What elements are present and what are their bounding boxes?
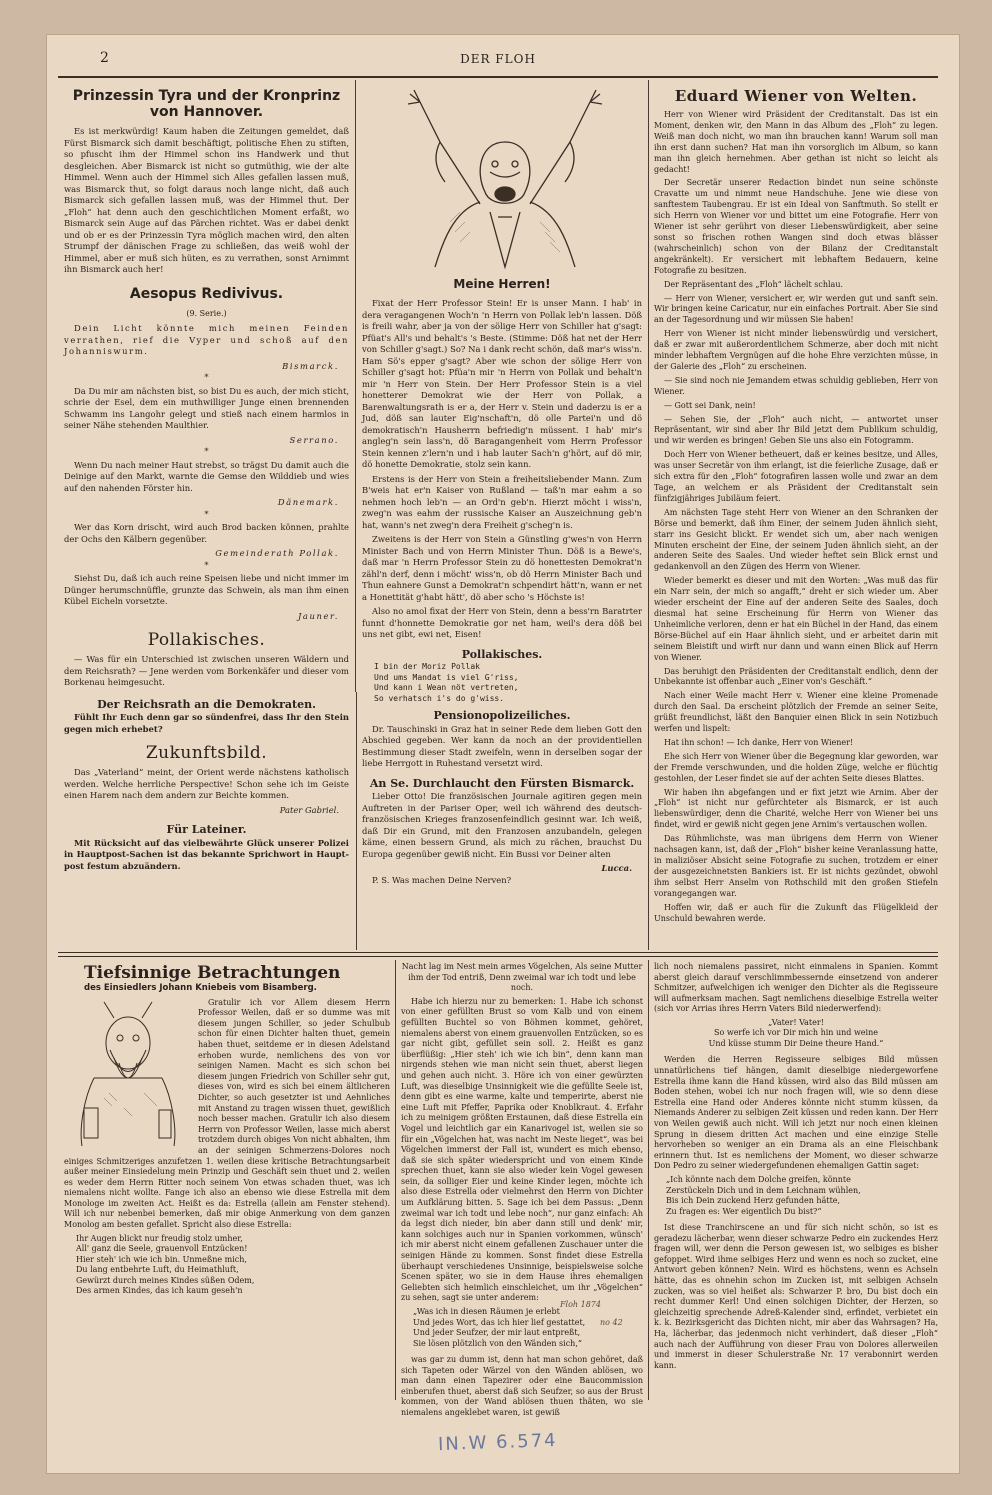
poem-line: Ihr Augen blickt nur freudig stolz umher, bbox=[76, 1233, 243, 1243]
article-signature: Lucca. bbox=[601, 863, 632, 873]
separator-star: * bbox=[204, 508, 209, 519]
poem-line: So verhatsch i's do g'wiss. bbox=[374, 693, 505, 703]
poem bbox=[374, 662, 642, 704]
column-rule bbox=[356, 692, 357, 950]
article-text: Hat ihn schon! — Ich danke, Herr von Wiener! bbox=[664, 737, 854, 747]
inventory-stamp: IN.W 6.574 bbox=[437, 1429, 558, 1456]
article-title: Meine Herren! bbox=[453, 277, 551, 291]
article-text: Herr von Wiener ist nicht minder liebenswürdig und versichert, daß er zwar mit außerordentlichem Schmerze, aber doch mit nicht minder lebhaftem Vergnügen auf die hohe Ehre verzichten müsse, in der Galerie des „Floh“ zu erscheinen. bbox=[654, 329, 938, 371]
poem-line: Bis ich Dein zuckend Herz gefunden hätte, bbox=[666, 1196, 841, 1205]
column-right bbox=[654, 84, 938, 946]
fable-signature: Dänemark. bbox=[277, 497, 339, 507]
handwritten-note: no 42 bbox=[600, 1318, 623, 1327]
article-text: Das Rühmlichste, was man übrigens dem Herrn von Wiener nachsagen kann, ist, daß der „Floh“ bisher keine Veranlassung hatte, in maliziöser Absicht seine Fotografie zu suchen, trotzdem er einer der ausgezeichnetsten Bankiers ist. Er ist nichts gezündet, obwohl ihm selbst Herr Anselm von Rothschild mit den großen Stiefeln vorangegangen war. bbox=[654, 834, 938, 898]
article-title: Für Lateiner. bbox=[166, 823, 247, 836]
separator-star: * bbox=[204, 559, 209, 570]
article-text: Der Secretär unserer Redaction bindet nun seine schönste Cravatte um und nimmt neue Handschuhe. Jene wie diese von sanftestem Taubengrau. Er ist ein Ideal von Sanftmuth. So stellt er sich Herrn von Wiener vor und bittet um eine Fotografie. Herr von Wiener ist sehr gerührt von dieser Liebenswürdigkeit, aber seine sonst so frischen rothen Wangen sind doch etwas blässer (wahrscheinlich) schon von der Bilanz der Creditanstalt angekränkelt). Er versichert mit lebhaftem Bedauern, keine Fotografie zu besitzen. bbox=[654, 178, 938, 275]
section-rule bbox=[58, 952, 938, 953]
article-text: Wieder bemerkt es dieser und mit den Worten: „Was muß das für ein Narr sein, der mich so angafft,“ dreht er sich wieder um. Aber wieder erscheint der Eine auf der anderen Seite des Saales, doch diesmal hat seine Erscheinung für Herrn von Wiener das Unheimliche verloren, denn er hat ein Büchel in der Hand, das einem Börse-Büchel auf ein Haar ähnlich sieht, und er arbeitet darin mit seinem Bleistift und wirft nur dann und wann einen Blick auf Herrn von Wiener. bbox=[654, 576, 938, 662]
poem-line: Und ums Mandat is viel G'riss, bbox=[374, 672, 519, 682]
article-postscript: P. S. Was machen Deine Nerven? bbox=[372, 874, 512, 885]
article-subtitle: des Einsiedlers Johann Kniebeis vom Bisamberg. bbox=[84, 983, 317, 993]
poem-line: „Ich könnte nach dem Dolche greifen, könnte bbox=[666, 1175, 851, 1184]
poem-line: All' ganz die Seele, grauenvoll Entzücken! bbox=[76, 1244, 248, 1254]
article-text: Nach einer Weile macht Herr v. Wiener eine kleine Promenade durch den Saal. Da erscheint plötzlich der Fremde an seiner Seite, grüßt freundlichst, läßt den Banquier einen Blick in sein Notizbuch werfen und lispelt: bbox=[654, 691, 938, 734]
article-signature: Pater Gabriel. bbox=[279, 804, 339, 815]
fable-signature: Gemeinderath Pollak. bbox=[215, 548, 339, 558]
fable-text: Wer das Korn drischt, wird auch Brod backen können, prahlte der Ochs den Kälbern gegenüber. bbox=[64, 522, 349, 544]
fable-signature: Serrano. bbox=[289, 434, 339, 445]
poem-line: Gewürzt durch meines Kindes süßen Odem, bbox=[76, 1275, 255, 1285]
article-title: Tiefsinnige Betrachtungen bbox=[84, 963, 341, 983]
poem-line: Hier steh' ich wie ich bin. Unmeßne mich, bbox=[76, 1254, 247, 1264]
article-text: Werden die Herren Regisseure selbiges Bild müssen unnatürlichens tief hängen, damit dieselbige niedergeworfene Estrella ihme kann die Hand küssen, wird also das Bild müssen am Boden stehen, wobei ich nur noch fragen will, wie so denn diese Estrella eine Hand oder Anderes könnte nicht stumm küssen, da Niemands Anderer zu selbigen Zeit küssen und reden kann. Der Herr von Weilen gewiß auch nicht. Will ich jetzt nur noch einen kleinen Sprung in diesem dritten Act machen und eine einzige Stelle hervorheben so weniger an ein Drama als an eine Fleischbank erinnern thut. Ist es nemlichens der Moment, wo dieser schwarze Don Pedro zu seiner wiedergefundenen ehemaligen Gattin saget: bbox=[654, 1055, 938, 1171]
bottom-column-left bbox=[64, 962, 390, 1398]
fable-signature: Jauner. bbox=[297, 610, 339, 621]
article-title: Pollakisches. bbox=[147, 630, 266, 650]
poem bbox=[666, 1175, 938, 1217]
article-title: Pensionopolizeiliches. bbox=[433, 709, 571, 722]
header-rule bbox=[58, 76, 938, 78]
bottom-column-middle bbox=[401, 962, 643, 1417]
poem-line: Und küsse stumm Dir Deine theure Hand.“ bbox=[708, 1038, 884, 1048]
separator-star: * bbox=[204, 372, 209, 382]
page-header bbox=[58, 44, 938, 76]
poem-text: Nacht lag im Nest mein armes Vögelchen, Als seine Mutter ihm der Tod entriß, Denn zweimal war ich todt und lebe noch. bbox=[401, 962, 643, 993]
article-title: Aesopus Redivivus. bbox=[129, 285, 284, 302]
poem-line: „Was ich in diesen Räumen je erlebt bbox=[413, 1307, 560, 1316]
page-number: 2 bbox=[100, 50, 109, 66]
bottom-column-right bbox=[654, 962, 938, 1398]
article-text: Fixat der Herr Professor Stein! Er is unser Mann. I hab' in dera veragangenen Woch'n 'n Herrn von Pollak leb'n lassen. Döß is freili wahr, aber ja von der sölige Herr von Schiller hat g'sagt: Pfüat's All's und behalt's 's Beste. (Stimme: Döß hat net der Herr von Schiller g'sagt.) So? Na i dank recht schön, daß mar's wiss'n. Ham Sö's epper g'sagt? Aber wie schon der sölige Herr von Schiller g'sagt hot: Pfüa'n mir 'n Herrn von Pollak und behalt'n mir 'n Herr von Stein. Der Herr Professor Stein is a viel honetterer Demokrat wie der Herr von Pollak, a Barenwaltungsrath is er a, der Herr v. Stein und daderzu is er a Jud, döß san lauter Eig'nschaft'n, dö olle Partei'n und dö demokratisch'n Hausherrn befriedig'n müssent. I hab' mir's angleg'n sein lass'n, dö Baragangenheit vom Herrn Professor Stein kennen z'lern'n und i hab lauter Sach'n g'hört, auf dö mir, dö honette Demokratie, stolz sein kann. bbox=[362, 298, 642, 469]
article-title: Eduard Wiener von Welten. bbox=[674, 87, 918, 105]
fable-text: Wenn Du nach meiner Haut strebst, so trägst Du damit auch die Deinige auf den Markt, warnte die Gemse den Wilddieb und wies auf den nahenden Förster hin. bbox=[64, 459, 349, 493]
article-text: Das „Vaterland“ meint, der Orient werde nächstens katholisch werden. Welche herrliche Perspective! Schon sehe ich im Geiste einen Harem nach dem andern zur Beichte kommen. bbox=[64, 767, 349, 800]
article-title: Zukunftsbild. bbox=[145, 743, 268, 763]
masthead-title: DER FLOH bbox=[460, 52, 536, 66]
article-text: Hoffen wir, daß er auch für die Zukunft das Flügelkleid der Unschuld bewahren werde. bbox=[654, 902, 938, 923]
poem-line: So werfe ich vor Dir mich hin und weine bbox=[714, 1028, 878, 1038]
article-text: — Gott sei Dank, nein! bbox=[664, 400, 756, 410]
article-text: Gratulir ich vor Allem diesem Herrn Professor Weilen, daß er so dumme was mit diesem jungen Schiller, so jeder Schulbub schon für einen Dichter halten thuet, gemein haben thuet, seitdeme er in diesen Adelstand erhoben wurde, nemlichens des von vor seinigen Namen. Macht es sich schon bei diesem jungen Friedrich von Schiller sehr gut, dieses von, wird es sich bei einem ältlicheren Dichter, so auch gesetzter ist und Aehnliches mit Anstand zu tragen wissen thuet, gewißlich noch besser machen. Gratulir ich also diesem Herrn von Professor Weilen, lasse mich aberst trotzdem durch obiges Von nicht abhalten, ihm an der seinigen Schmerzens-Dolores noch einiges Schmitzeriges anzufetzen 1. weilen diese kritische Betrachtungsarbeit außer meiner Einsiedelung mein Prinzip und Geschäft sein thuet und 2. weilen es weder dem Herrn Ritter noch seinem Von etwas schaden thuet, was ich niemalens nicht wollte. Fange ich also an ebenso wie diese Estrella mit dem Monologe im zweiten Act. Heißt es da: Estrella (allein am Fenster stehend). Will ich nur nebenbei bemerken, daß mir obige Anmerkung von dem ganzen Monolog am besten gefallet. Spricht also diese Estrella: bbox=[64, 997, 390, 1230]
poem bbox=[413, 1307, 643, 1349]
fable-text: Dein Licht könnte mich meinen Feinden verrathen, rief die Vyper und schoß auf den Johanniswurm. bbox=[64, 323, 349, 356]
article-text: — Herr von Wiener, versichert er, wir werden gut und sanft sein. Wir bringen keine Caricatur, nur ein einfaches Portrait. Aber Sie sind an der Tagesordnung und wir müssen Sie haben! bbox=[654, 293, 938, 325]
article-text: Ehe sich Herr von Wiener über die Begegnung klar geworden, war der Fremde verschwunden, und die holden Züge, welche er flüchtig gestohlen, der Leser findet sie auf der achten Seite dieses Blattes. bbox=[654, 751, 938, 783]
poem-line: Zu fragen es: Wer eigentlich Du bist?“ bbox=[666, 1206, 822, 1216]
article-text: Am nächsten Tage steht Herr von Wiener an den Schranken der Börse und bemerkt, daß ihm Einer, der seinem Juden ähnlich sieht, starr ins Gesicht blickt. Er wendet sich um, aber nach wenigen Minuten erscheint der Eine, der seinem Juden ähnlich sieht, an der anderen Seite des Saales. Und wieder heftet sein Blick ernst und gedankenvoll an den Zügen des Herrn von Wiener. bbox=[654, 507, 938, 572]
article-title: Der Reichsrath an die Demokraten. bbox=[97, 697, 316, 711]
article-text: Wir haben ihn abgefangen und er fixt jetzt wie Arnim. Aber der „Floh“ ist nicht nur gefürchteter als Bismarck, er ist auch liebenswürdiger, denn die Charité, welche Herr von Wiener bei uns findet, wird er gewiß nicht gegen jene Arnim's vertauschen wollen. bbox=[654, 787, 938, 830]
article-text: Herr von Wiener wird Präsident der Creditanstalt. Das ist ein Moment, denken wir, den Mann in das Album des „Floh“ zu legen. Weiß man doch nicht, wo man ihn brauchen kann! Warum soll man ihn erst dann suchen? Hat man ihn vorsorglich im Album, so kann man ihn gleich hernehmen. Aber gethan ist nicht so leicht als gedacht! bbox=[654, 110, 938, 174]
article-text: was gar zu dumm ist, denn hat man schon gehöret, daß sich Tapeten oder Wärzel von den Wänden ablösen, wo man dann einen Tapezirer oder eine Baucommission einberufen thuet, aberst daß sich Seufzer, so aus der Brust kommen, von der Wand ablösen thuen thäten, wo sie niemalens angeklebet waren, ist gewiß bbox=[401, 1355, 643, 1417]
poem-line: Zerstückeln Dich und in dem Leichnam wühlen, bbox=[666, 1185, 861, 1195]
article-text: Dr. Tauschinski in Graz hat in seiner Rede dem lieben Gott den Abschied gegeben. Wer kann da noch an der providentiellen Bestimmung dieser Stadt zweifeln, wenn in derselben sogar der liebe Herrgott in Ruhestand versetzt wird. bbox=[362, 723, 642, 768]
column-left bbox=[64, 84, 349, 946]
separator-star: * bbox=[204, 446, 209, 456]
poem-line: Und kann i Wean nöt vertreten, bbox=[374, 683, 519, 692]
section-rule bbox=[58, 956, 938, 957]
fable-text: Siehst Du, daß ich auch reine Speisen liebe und nicht immer im Dünger herumschnüffle, grunzte das Schwein, als man ihm einen Kübel Eicheln vorsetzte. bbox=[64, 573, 349, 606]
article-text: Ist diese Tranchirscene an und für sich nicht schön, so ist es geradezu lächerbar, wenn dieser schwarze Pedro ein zuckendes Herz fragen will, wer denn die Person gewesen ist, wo selbiges es bisher gefoppet. Wird ihme selbiges Herz und wenn es noch so zucket, eine Antwort geben können? Nein. Wird es höchstens, wenn es Achseln hätte, das es ohnehin schon im Zucken ist, mit selbigen Achseln zucken, was so viel heißet als: Schwarzer P. bro, Du bist doch ein recht dummer Kerl! Und einen solchigen Dichter, der Herzen, so gleichzeitig sprechende Adreß-Kalender sind, erfindet, verbietet ein k. k. Bezirksgericht das Dichten nicht, mir aber das Wahrsagen? Ha, Ha, lächerbar, das jedenmoch nicht verhindert, daß dieser „Floh“ auch nach der Aufführung von dieser Frau von Dolores allerweilen und immerst in dieser Schulerstraße Nr. 17 verabonnirt werden kann. bbox=[654, 1223, 938, 1370]
poem bbox=[654, 1018, 938, 1050]
article-text: Erstens is der Herr von Stein a freiheitsliebender Mann. Zum B'weis hat er'n Kaiser von Rußland — taß'n mar eahm a so nehmen hoch leb'n — an Ord'n geb'n. Hierzt möcht i wiss'n, zweg'n was eahm der russische Kaiser an Auszeichnung geb'n hat, wann's net zweg'n dera Freiheit g'scheg'n is. bbox=[362, 473, 642, 530]
article-text: — Was für ein Unterschied ist zwischen unseren Wäldern und dem Reichsrath? — Jene werden vom Borkenkäfer und dieser vom Borkenau heimgesucht. bbox=[64, 654, 349, 687]
column-middle bbox=[362, 272, 642, 948]
article-text: Fühlt Ihr Euch denn gar so sündenfrei, dass Ihr den Stein gegen mich erhebet? bbox=[64, 712, 349, 734]
column-rule bbox=[355, 80, 356, 692]
article-text: — Sie sind noch nie Jemandem etwas schuldig geblieben, Herr von Wiener. bbox=[654, 375, 938, 396]
article-text: lich noch niemalens passiret, nicht einmalens in Spanien. Kommt aberst gleich darauf verschlimmbessernde einsetzend von anderer Schmitzer, aufwelchigen ich weniger den Dichter als die Regisseure will aufmerksam machen. Sagt nemlichens dieselbige Estrella weiter (sich vor Arrias ihres Herrn Vaters Bild niederwerfend): bbox=[654, 962, 938, 1014]
poem-line: Sie lösen plötzlich von den Wänden sich,“ bbox=[413, 1338, 582, 1348]
fable-text: Da Du mir am nächsten bist, so bist Du es auch, der mich sticht, schrie der Esel, dem ein muthwilliger Junge einen brennenden Schwamm ins Langohr gelegt und stieß nach einem harmlos in seiner Nähe stehenden Maulthier. bbox=[64, 385, 349, 430]
hermit-illustration bbox=[64, 998, 192, 1148]
article-text: Doch Herr von Wiener betheuert, daß er keines besitze, und Alles, was unser Secretär von ihm erlangt, ist die feierliche Zusage, daß er sich extra für den „Floh“ fotografiren lassen wolle und zwar an dem Tage, an welchem er als Präsident der Creditanstalt sein fünfzigjähriges Jubiläum feiert. bbox=[654, 450, 938, 503]
article-text: Zweitens is der Herr von Stein a Günstling g'wes'n von Herrn Minister Bach und von Herrn Minister Thun. Döß is a Bewe's, daß mar 'n Herrn Professor Stein zu dö honettesten Demokrat'n zähl'n derf, denn i möcht' wiss'n, ob dö Herrn Minister Bach und Thun eahnere Gunst a Demokrat'n schpendirt hätt'n, wann er net a Honettität g'habt hätt', dö aber scho 's Höchste is! bbox=[362, 534, 642, 602]
handwritten-note: Floh 1874 bbox=[560, 1300, 601, 1309]
caricature-illustration bbox=[380, 82, 630, 267]
fable-signature: Bismarck. bbox=[282, 360, 339, 371]
poem-line: Des armen Kindes, das ich kaum geseh'n bbox=[76, 1286, 243, 1296]
article-text: Also no amol fixat der Herr von Stein, denn a bess'rn Baratrter funnt d'honnette Demokratie gor net ham, weil's dera döß bei uns net gibt, ewi net, Eisen! bbox=[362, 606, 642, 639]
poem-line: Und jeder Seufzer, der mir laut entpreßt, bbox=[413, 1328, 581, 1337]
poem bbox=[76, 1234, 390, 1297]
article-text: Es ist merkwürdig! Kaum haben die Zeitungen gemeldet, daß Fürst Bismarck sich damit beschäftigt, politische Ehen zu stiften, so pfuscht ihm der Himmel schon ins Handwerk und thut desgleichen. Aber Bismarck ist nicht so gutmüthig, wie der alte Himmel. Wenn auch der Himmel sich Alles gefallen lassen muß, was Bismarck thut, so folgt daraus noch lange nicht, daß auch Bismarck sich gefallen lassen muß, was der Himmel thut. Der „Floh“ hat denn auch den geschichtlichen Moment erfaßt, wo Bismarck sein Auge auf das Pärchen richtet. Was er dabei denkt und ob er es der Prinzessin Tyra möglich machen wird, den alten Strumpf der dänischen Frage zu schließen, das weiß wohl der Himmel, aber er muß sich hüten, es zu verrathen, sonst Arnimmt ihn Bismarck auch her! bbox=[64, 126, 349, 274]
article-text: Der Repräsentant des „Floh“ lächelt schlau. bbox=[664, 279, 844, 289]
article-subtitle: (9. Serie.) bbox=[186, 308, 227, 318]
article-title: An Se. Durchlaucht den Fürsten Bismarck. bbox=[369, 776, 635, 790]
article-text: — Sehen Sie, der „Floh“ auch nicht, — antwortet unser Repräsentant, wir sind aber Ihr Bild jetzt dem Publikum schuldig, und wir werden es bringen! Geben Sie uns also ein Fotogramm. bbox=[654, 414, 938, 446]
column-rule bbox=[648, 960, 649, 1400]
poem-line: „Vater! Vater! bbox=[768, 1017, 824, 1027]
article-text: Lieber Otto! Die französischen Journale agitiren gegen mein Auftreten in der Pariser Oper, weil ich während des deutsch-französischen Krieges franzosenfeindlich gesinnt war. Ich weiß, daß Dir ein Grund, mit den Franzosen anzubandeln, gelegen käme, einen bessern Grund, als mich zu rächen, brauchst Du Europa gegenüber gewiß nicht. Ein Bussi vor Deiner alten bbox=[362, 791, 642, 859]
article-text: Habe ich hierzu nur zu bemerken: 1. Habe ich schonst von einer gefüllten Brust so vom Kalb und von einem gefüllten Buchtel so von Böhmen kommet, gehöret, niemalens aberst von einem grauenvollen Entzücken, so es gar nicht gibt, gefüllet sein soll. 2. Heißt es ganz überflüßig: „Hier steh' ich wie ich bin“, denn kann man nirgends stehen wie man nicht sein thuet, aberst liegen und gehen auch nicht. 3. Höre ich von einer gewürzten Luft, was dieselbige Unsinnigkeit wie die gefüllte Seele ist, denn gibt es eine warme, kalte und temperirte, aberst nie eine Luft mit Pfeffer, Paprika oder Knoblkraut. 4. Erfahr ich zu meinigem größten Erstaunen, daß diese Estrella ein Vogel und leichtlich gar ein Kanarivogel ist, weilen sie so für ein „Vögelchen hat, was nacht im Neste lieget“, was bei Vögelchen immerst der Fall ist, wundert es mich ebenso, daß sie sich später wiederspricht und von einem Kinde sprechen thuet, kann sie also wieder kein Vogel gewesen sein, da solliger Eier und keine Kinder legen, möchte ich also diese Estrella oder vielmehrst den Herrn von Dichter um Aufklärung bitten. 5. Sage ich bei dem Passus: „Denn zweimal war ich todt und lebe noch“, nur ganz einfach: Ah da legst dich nieder, bin aber dann still und denk' mir, kann solchiges auch nur in Spanien vorkommen, wünsch' ich mir aberst nicht einem gefallenen Zuschauer unter die seinigen Hände zu kommen. Sonst findet diese Estrella überhaupt verschiedenes Unsinnige, beispielsweise solche Scenen später, wo sie in dem Hause ihres ehemaligen Geliebten sich heimlich einschleichet, um ihr „Vögelchen“ zu sehen, sagt sie unter anderem: bbox=[401, 996, 643, 1303]
article-text: Das beruhigt den Präsidenten der Creditanstalt endlich, denn der Unbekannte ist offenbar auch „Einer von's Geschäft.“ bbox=[654, 666, 938, 687]
column-rule bbox=[648, 80, 649, 950]
article-title: Prinzessin Tyra und der Kronprinz von Hannover. bbox=[72, 88, 341, 120]
poem-line: I bin der Moriz Pollak bbox=[374, 662, 480, 671]
article-title: Pollakisches. bbox=[461, 647, 543, 661]
poem-line: Du lang entbehrte Luft, du Heimathluft, bbox=[76, 1265, 239, 1275]
column-rule bbox=[395, 960, 396, 1400]
article-text: Mit Rücksicht auf das vielbewährte Glück unserer Polizei in Hauptpost-Sachen ist das bekannte Sprichwort in Haupt-post festum abzuändern. bbox=[64, 837, 349, 871]
poem-line: Und jedes Wort, das ich hier lief gestattet, bbox=[413, 1317, 586, 1327]
